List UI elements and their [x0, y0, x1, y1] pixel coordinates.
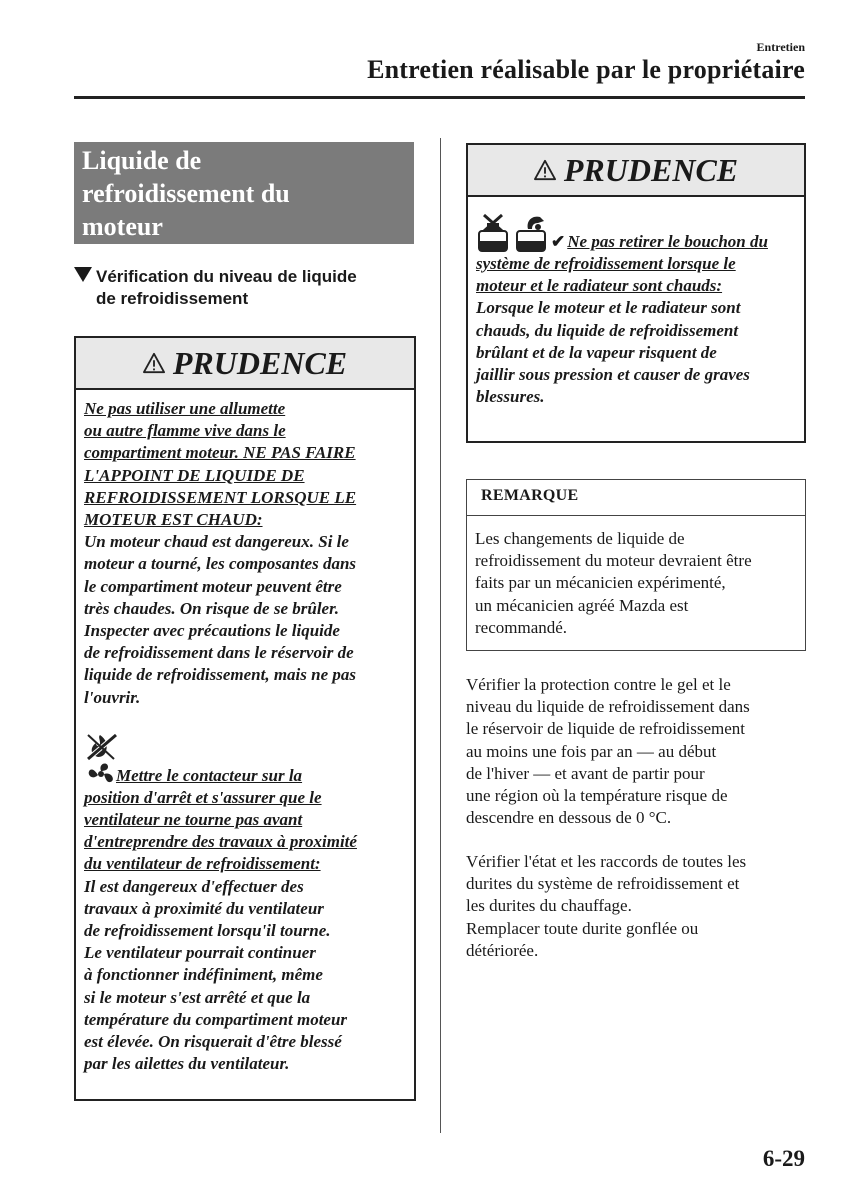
page-number: 6-29: [762, 1146, 805, 1171]
caution-underlined-line: Ne pas utiliser une allumette: [84, 399, 286, 418]
caution-underlined-line: moteur et le radiateur sont chauds:: [476, 276, 723, 296]
topic-heading-line: Liquide de: [82, 146, 202, 175]
page-title: Entretien réalisable par le propriétaire: [367, 55, 805, 84]
section-label: Entretien: [756, 40, 805, 54]
caution-text-line: blessures.: [476, 387, 545, 407]
caution-text-line: est élevée. On risquerait d'être blessé: [84, 1032, 342, 1052]
caution-text-line: si le moteur s'est arrêté et que la: [84, 987, 311, 1007]
paragraph-line: niveau du liquide de refroidissement dans: [466, 697, 750, 717]
caution-underlined-line: L'APPOINT DE LIQUIDE DE: [84, 465, 305, 485]
paragraph-line: au moins une fois par an — au début: [466, 741, 717, 761]
caution-body: [76, 390, 414, 1083]
paragraph-line: une région où la température risque de: [466, 786, 728, 806]
subheading-line: de refroidissement: [96, 289, 249, 308]
caution-box-flame-fan: [74, 336, 416, 1101]
caution-text-line: liquide de refroidissement, mais ne pas: [84, 665, 356, 685]
remark-line: un mécanicien agréé Mazda est: [475, 595, 689, 615]
caution-underlined-line: compartiment moteur. NE PAS FAIRE: [84, 443, 356, 463]
paragraph-line: détériorée.: [466, 940, 539, 960]
paragraph-line: descendre en dessous de 0 °C.: [466, 808, 672, 828]
caution-text-line: Un moteur chaud est dangereux. Si le: [84, 532, 349, 552]
caution-text-line: très chaudes. On risque de se brûler.: [84, 598, 340, 618]
caution-underlined-line: REFROIDISSEMENT LORSQUE LE: [84, 487, 357, 507]
paragraph-line: Vérifier l'état et les raccords de toutes les: [466, 852, 747, 871]
remark-line: faits par un mécanicien expérimenté,: [475, 573, 726, 593]
remark-line: Les changements de liquide de: [475, 529, 685, 548]
caution-underlined-line: système de refroidissement lorsque le: [476, 254, 736, 273]
caution-text-line: brûlant et de la vapeur risquent de: [476, 342, 717, 362]
caution-header: [468, 145, 804, 197]
caution-title: PRUDENCE: [563, 151, 739, 188]
caution-text-line: chauds, du liquide de refroidissement: [476, 320, 739, 340]
caution-underlined-line: Mettre le contacteur sur la: [116, 765, 303, 785]
topic-heading: [74, 142, 414, 244]
remark-line: recommandé.: [475, 617, 568, 637]
caution-text-line: l'ouvrir.: [84, 687, 141, 707]
paragraph-line: durites du système de refroidissement et: [466, 874, 740, 894]
paragraph-line: Remplacer toute durite gonflée ou: [466, 918, 699, 938]
paragraph-line: de l'hiver — et avant de partir pour: [466, 763, 705, 783]
header-rule: [74, 96, 805, 99]
caution-text-line: de refroidissement dans le réservoir de: [84, 643, 354, 663]
remark-body: [467, 516, 805, 639]
cooling-fan-icon: [86, 761, 116, 787]
caution-text-line: par les ailettes du ventilateur.: [84, 1054, 290, 1074]
caution-text-line: température du compartiment moteur: [84, 1009, 348, 1029]
caution-underlined-line: d'entreprendre des travaux à proximité: [84, 832, 357, 852]
remark-title: REMARQUE: [467, 480, 805, 516]
paragraph-line: les durites du chauffage.: [466, 896, 632, 916]
caution-text-line: de refroidissement lorsqu'il tourne.: [84, 921, 331, 941]
caution-underlined-line: du ventilateur de refroidissement:: [84, 854, 321, 874]
warning-triangle-icon: [143, 352, 165, 374]
check-mark-icon: ✔: [551, 231, 566, 251]
subheading-line: Vérification du niveau de liquide: [96, 267, 357, 286]
caution-text-line: travaux à proximité du ventilateur: [84, 898, 324, 918]
paragraph-hoses: [466, 851, 811, 962]
do-not-open-hot-radiator-icon: [476, 211, 510, 253]
caution-text-line: à fonctionner indéfiniment, même: [84, 965, 323, 985]
caution-body: [468, 197, 804, 416]
remark-box: [466, 479, 806, 651]
paragraph-antifreeze: [466, 674, 811, 829]
topic-heading-line: refroidissement du: [82, 179, 290, 208]
column-divider: [440, 138, 441, 1133]
caution-text-line: moteur a tourné, les composantes dans: [84, 554, 357, 574]
caution-underlined-line: MOTEUR EST CHAUD:: [84, 510, 263, 530]
triangle-bullet-icon: [74, 267, 92, 282]
caution-underlined-line: position d'arrêt et s'assurer que le: [84, 787, 322, 807]
caution-underlined-line: Ne pas retirer le bouchon du: [567, 231, 768, 251]
topic-heading-line: moteur: [82, 212, 163, 241]
caution-text-line: Il est dangereux d'effectuer des: [84, 876, 304, 896]
paragraph-line: Vérifier la protection contre le gel et le: [466, 675, 731, 694]
caution-title: PRUDENCE: [172, 344, 348, 381]
no-open-flame-icon: [86, 733, 118, 761]
subheading: [74, 266, 414, 310]
caution-text-line: jaillir sous pression et causer de graves: [476, 365, 750, 385]
remark-line: refroidissement du moteur devraient être: [475, 551, 752, 571]
caution-text-line: Lorsque le moteur et le radiateur sont: [476, 298, 741, 318]
warning-triangle-icon: [534, 159, 556, 181]
caution-underlined-line: ventilateur ne tourne pas avant: [84, 810, 303, 830]
paragraph-line: le réservoir de liquide de refroidissement: [466, 719, 745, 739]
caution-text-line: Le ventilateur pourrait continuer: [84, 943, 316, 963]
open-cold-radiator-icon: [514, 211, 550, 253]
caution-box-radiator-cap: [466, 143, 806, 443]
caution-header: [76, 338, 414, 390]
caution-text-line: le compartiment moteur peuvent être: [84, 576, 342, 596]
caution-underlined-line: ou autre flamme vive dans le: [84, 421, 286, 441]
caution-text-line: Inspecter avec précautions le liquide: [84, 621, 340, 641]
